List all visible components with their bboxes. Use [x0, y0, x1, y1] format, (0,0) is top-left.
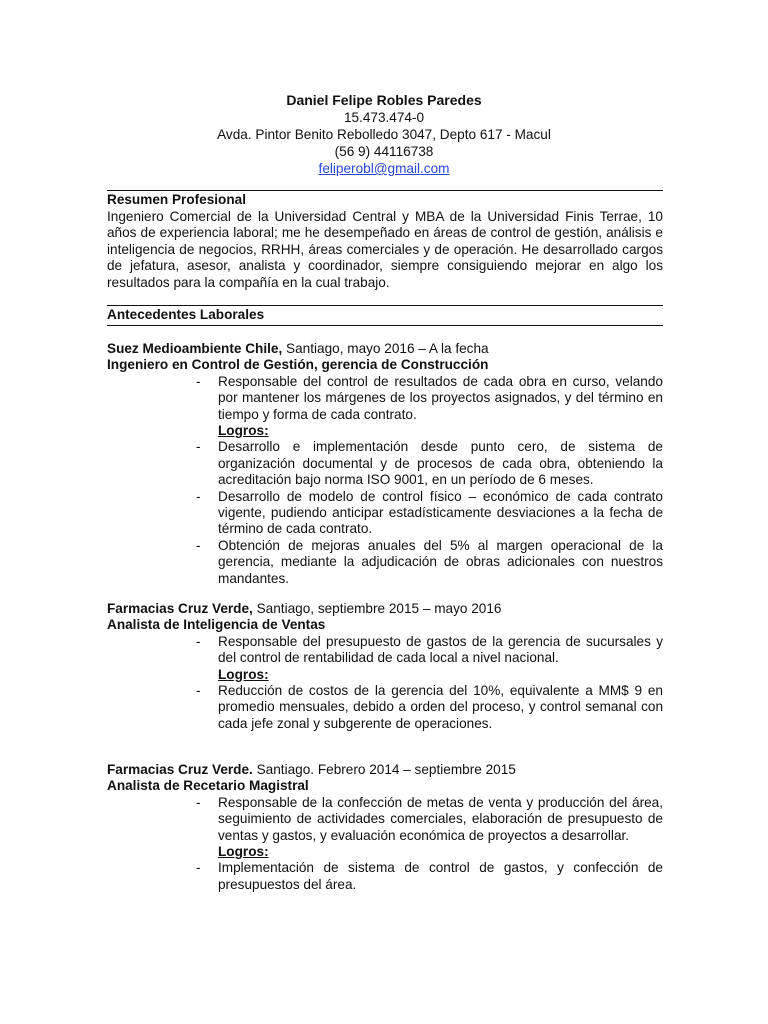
achievement-item: - Reducción de costos de la gerencia del 10%, equivalente a MM$ 9 en promedio mensuales, debido a orden del proceso, y control semanal con cada jefe zonal y subgerente de operaciones. [218, 683, 663, 732]
achievements-label: Logros: [218, 844, 269, 860]
job-duties [107, 374, 663, 423]
job-achievements [107, 439, 663, 587]
achievement-item: - Desarrollo de modelo de control físico – económico de cada contrato vigente, pudiendo anticipar estadísticamente desviaciones a la fecha de término de cada contrato. [218, 489, 663, 538]
summary-heading: Resumen Profesional [107, 190, 663, 208]
job-entry-3 [107, 762, 663, 893]
achievement-item: - Obtención de mejoras anuales del 5% al margen operacional de la gerencia, mediante la adjudicación de obras adicionales con nuestros mandantes. [218, 538, 663, 587]
candidate-email-link[interactable]: feliperobl@gmail.com [318, 161, 450, 176]
job-location-dates: Santiago. Febrero 2014 – septiembre 2015 [256, 762, 516, 777]
job-entry-2 [107, 601, 663, 732]
resume-header [0, 92, 768, 177]
candidate-phone: (56 9) 44116738 [334, 144, 434, 159]
job-achievements [107, 683, 663, 732]
job-duties [107, 634, 663, 667]
job-role: Analista de Inteligencia de Ventas [107, 617, 326, 633]
job-location-dates: Santiago, mayo 2016 – A la fecha [286, 341, 489, 356]
job-entry-1 [107, 341, 663, 587]
job-company: Farmacias Cruz Verde. [107, 762, 253, 777]
achievement-item: - Desarrollo e implementación desde punto cero, de sistema de organización documental y de procesos de cada obra, obteniendo la acreditación bajo norma ISO 9001, en un período de 6 meses. [218, 439, 663, 488]
achievements-label: Logros: [218, 666, 269, 682]
experience-heading: Antecedentes Laborales [107, 305, 663, 326]
job-duties [107, 795, 663, 844]
job-company: Farmacias Cruz Verde, [107, 601, 253, 616]
summary-text: Ingeniero Comercial de la Universidad Central y MBA de la Universidad Finis Terrae, 10 años de experiencia laboral; me he desempeñado en áreas de control de gestión, análisis e inteligencia de negocios, RRHH, áreas comerciales y de operación. He desarrollado cargos de jefatura, asesor, analista y coordinador, siempre consiguiendo mejorar en algo los resultados para la compañía en la cual trabajo. [107, 209, 663, 290]
job-role: Analista de Recetario Magistral [107, 778, 309, 794]
job-achievements [107, 860, 663, 893]
duty-item: - Responsable del control de resultados de cada obra en curso, velando por mantener los márgenes de los proyectos asignados, y del término en tiempo y forma de cada contrato. [218, 374, 663, 423]
job-role: Ingeniero en Control de Gestión, gerencia de Construcción [107, 357, 489, 373]
achievements-label: Logros: [218, 423, 269, 439]
job-location-dates: Santiago, septiembre 2015 – mayo 2016 [256, 601, 502, 616]
candidate-name: Daniel Felipe Robles Paredes [286, 92, 482, 108]
duty-item: - Responsable de la confección de metas de venta y producción del área, seguimiento de actividades comerciales, elaboración de presupuesto de ventas y gastos, y evaluación económica de proyectos a desarrollar. [218, 795, 663, 844]
achievement-item: - Implementación de sistema de control de gastos, y confección de presupuestos del área. [218, 860, 663, 893]
candidate-rut: 15.473.474-0 [343, 110, 425, 125]
job-company: Suez Medioambiente Chile, [107, 341, 283, 356]
candidate-address: Avda. Pintor Benito Rebolledo 3047, Depto 617 - Macul [217, 127, 551, 142]
duty-item: - Responsable del presupuesto de gastos de la gerencia de sucursales y del control de rentabilidad de cada local a nivel nacional. [218, 634, 663, 667]
